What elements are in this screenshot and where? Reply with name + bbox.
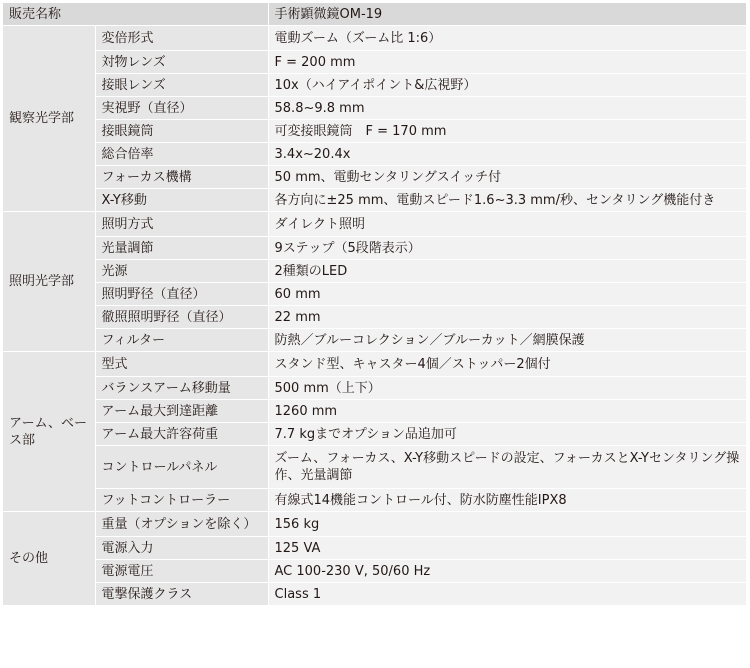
spec-label: 光量調節 [95,237,268,260]
spec-row [3,352,746,377]
spec-row [3,189,746,212]
spec-row [3,537,746,560]
spec-row [3,400,746,423]
spec-row [3,283,746,306]
spec-value: 可変接眼鏡筒 F = 170 mm [268,120,746,143]
spec-value: 各方向に±25 mm、電動スピード1.6~3.3 mm/秒、センタリング機能付き [268,189,746,212]
spec-label: 重量（オプションを除く） [95,512,268,537]
spec-label: 徹照照明野径（直径） [95,306,268,329]
category-observation-optics: 観察光学部 [3,26,95,212]
product-name-value: 手術顕微鏡OM-19 [268,3,746,26]
spec-value: 防熱／ブルーコレクション／ブルーカット／網膜保護 [268,329,746,352]
spec-label: コントロールパネル [95,446,268,489]
spec-value: 22 mm [268,306,746,329]
spec-value: 3.4x~20.4x [268,143,746,166]
spec-label: アーム最大許容荷重 [95,423,268,446]
spec-row [3,120,746,143]
spec-value: スタンド型、キャスター4個／ストッパー2個付 [268,352,746,377]
spec-row [3,74,746,97]
spec-row [3,446,746,489]
spec-table [3,2,746,606]
spec-row [3,237,746,260]
header-row [3,3,746,26]
spec-row [3,166,746,189]
spec-label: 接眼レンズ [95,74,268,97]
spec-label: フォーカス機構 [95,166,268,189]
spec-value: 有線式14機能コントロール付、防水防塵性能IPX8 [268,489,746,512]
spec-label: 変倍形式 [95,26,268,51]
spec-row [3,377,746,400]
spec-label: 照明方式 [95,212,268,237]
spec-value: 500 mm（上下） [268,377,746,400]
spec-row [3,489,746,512]
spec-label: 照明野径（直径） [95,283,268,306]
spec-value: 7.7 kgまでオプション品追加可 [268,423,746,446]
spec-value: ズーム、フォーカス、X-Y移動スピードの設定、フォーカスとX-Yセンタリング操作、光量調節 [268,446,746,489]
spec-value: 50 mm、電動センタリングスイッチ付 [268,166,746,189]
category-arm-base: アーム、ベース部 [3,352,95,512]
spec-row [3,51,746,74]
spec-row [3,560,746,583]
spec-value: 電動ズーム（ズーム比 1:6） [268,26,746,51]
spec-value: 2種類のLED [268,260,746,283]
category-illumination-optics: 照明光学部 [3,212,95,352]
spec-label: フットコントローラー [95,489,268,512]
spec-value: 125 VA [268,537,746,560]
spec-label: 光源 [95,260,268,283]
spec-label: アーム最大到達距離 [95,400,268,423]
spec-row [3,512,746,537]
spec-label: 実視野（直径） [95,97,268,120]
spec-value: 58.8~9.8 mm [268,97,746,120]
spec-value: Class 1 [268,583,746,606]
spec-row [3,306,746,329]
spec-label: 型式 [95,352,268,377]
spec-value: F = 200 mm [268,51,746,74]
product-name-label: 販売名称 [3,3,268,26]
spec-row [3,212,746,237]
spec-value: 60 mm [268,283,746,306]
spec-row [3,97,746,120]
spec-label: 電源電圧 [95,560,268,583]
spec-label: バランスアーム移動量 [95,377,268,400]
spec-label: フィルター [95,329,268,352]
spec-value: 156 kg [268,512,746,537]
spec-row [3,143,746,166]
spec-value: 10x（ハイアイポイント&広視野） [268,74,746,97]
spec-row [3,423,746,446]
spec-label: X-Y移動 [95,189,268,212]
spec-label: 電源入力 [95,537,268,560]
spec-value: ダイレクト照明 [268,212,746,237]
spec-label: 電撃保護クラス [95,583,268,606]
spec-value: 9ステップ（5段階表示） [268,237,746,260]
spec-label: 総合倍率 [95,143,268,166]
spec-label: 接眼鏡筒 [95,120,268,143]
category-other: その他 [3,512,95,606]
spec-row [3,26,746,51]
spec-row [3,260,746,283]
spec-row [3,583,746,606]
spec-value: AC 100-230 V, 50/60 Hz [268,560,746,583]
spec-label: 対物レンズ [95,51,268,74]
spec-row [3,329,746,352]
spec-value: 1260 mm [268,400,746,423]
